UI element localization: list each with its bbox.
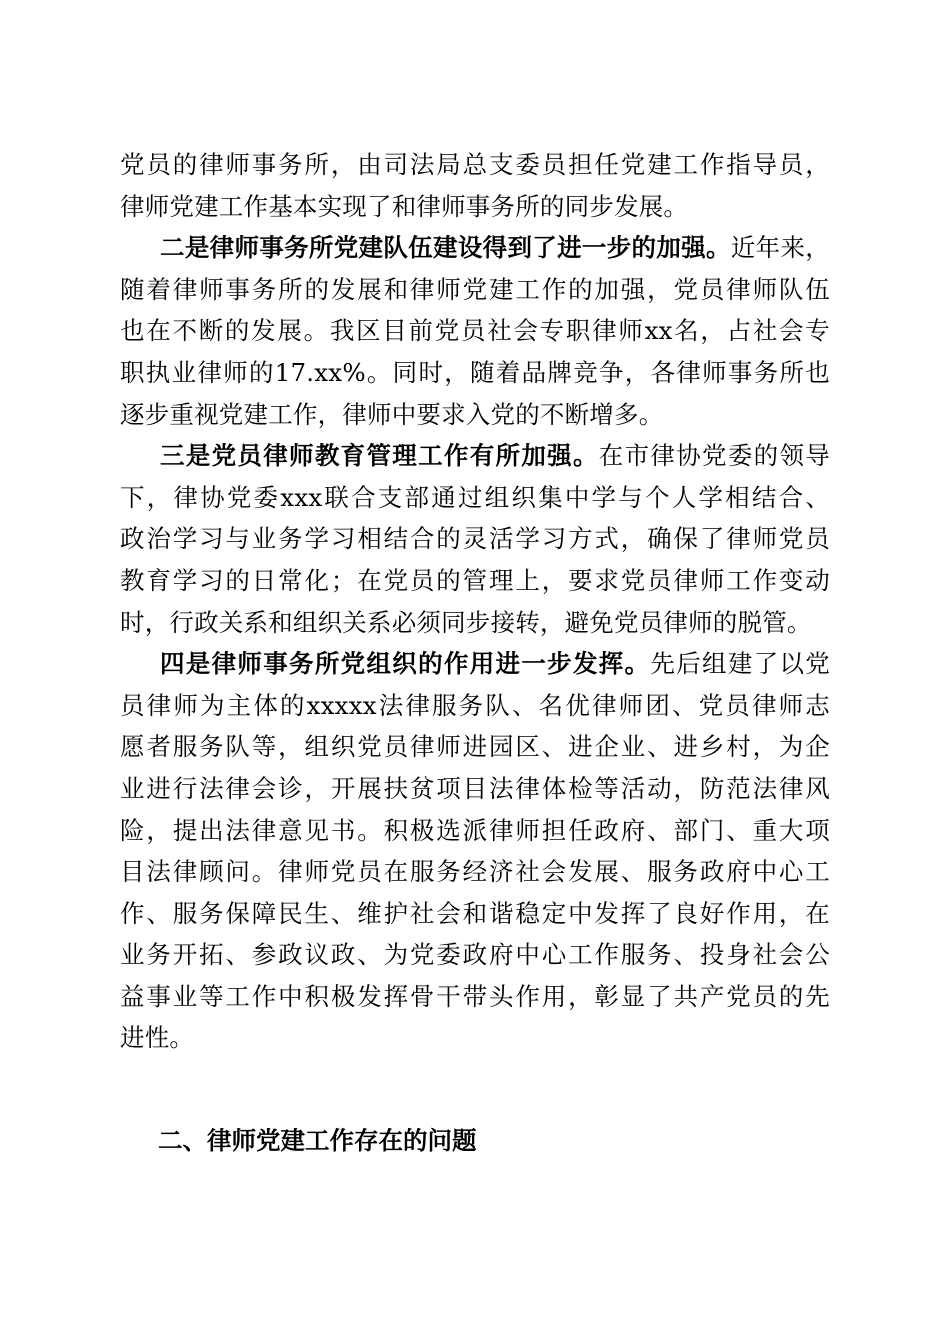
paragraph-first-line	[120, 435, 830, 477]
text-line: 业进行法律会诊，开展扶贫项目法律体检等活动，防范法律风	[120, 773, 830, 803]
text-line: 益事业等工作中积极发挥骨干带头作用，彰显了共产党员的先	[120, 981, 830, 1011]
paragraph-lead: 四是律师事务所党组织的作用进一步发挥。	[160, 649, 651, 679]
paragraph-lead: 二是律师事务所党建队伍建设得到了进一步的加强。	[160, 233, 731, 263]
text-line: 逐步重视党建工作，律师中要求入党的不断增多。	[120, 399, 664, 429]
text-line: 也在不断的发展。我区目前党员社会专职律师xx名，占社会专	[120, 316, 830, 346]
text-line: 随着律师事务所的发展和律师党建工作的加强，党员律师队伍	[120, 274, 830, 304]
text-line: 业务开拓、参政议政、为党委政府中心工作服务、投身社会公	[120, 940, 830, 970]
text-run: 在市律协党委的领导	[598, 441, 830, 471]
text-line: 政治学习与业务学习相结合的灵活学习方式，确保了律师党员	[120, 524, 830, 554]
text-line: 党员的律师事务所，由司法局总支委员担任党建工作指导员，	[120, 150, 830, 179]
section-heading: 二、律师党建工作存在的问题	[158, 1126, 477, 1155]
text-line: 进性。	[120, 1023, 195, 1053]
text-run: 近年来，	[730, 233, 830, 263]
paragraph-first-line	[120, 643, 830, 685]
text-line: 愿者服务队等，组织党员律师进园区、进企业、进乡村，为企	[120, 732, 830, 762]
text-line: 教育学习的日常化；在党员的管理上，要求党员律师工作变动	[120, 565, 830, 595]
paragraph-lead: 三是党员律师教育管理工作有所加强。	[160, 441, 599, 471]
text-line: 员律师为主体的xxxxx法律服务队、名优律师团、党员律师志	[120, 690, 830, 720]
text-line: 时，行政关系和组织关系必须同步接转，避免党员律师的脱管。	[120, 607, 812, 637]
text-line: 职执业律师的17.xx%。同时，随着品牌竞争，各律师事务所也	[120, 357, 830, 387]
text-line: 作、服务保障民生、维护社会和谐稳定中发挥了良好作用，在	[120, 898, 830, 928]
paragraph-first-line	[120, 227, 830, 269]
text-line: 下，律协党委xxx联合支部通过组织集中学与个人学相结合、	[120, 482, 830, 512]
body-text	[120, 144, 830, 1059]
text-line: 律师党建工作基本实现了和律师事务所的同步发展。	[120, 191, 689, 221]
text-run: 先后组建了以党	[650, 649, 830, 679]
text-line: 目法律顾问。律师党员在服务经济社会发展、服务政府中心工	[120, 857, 830, 887]
text-line: 险，提出法律意见书。积极选派律师担任政府、部门、重大项	[120, 815, 830, 845]
